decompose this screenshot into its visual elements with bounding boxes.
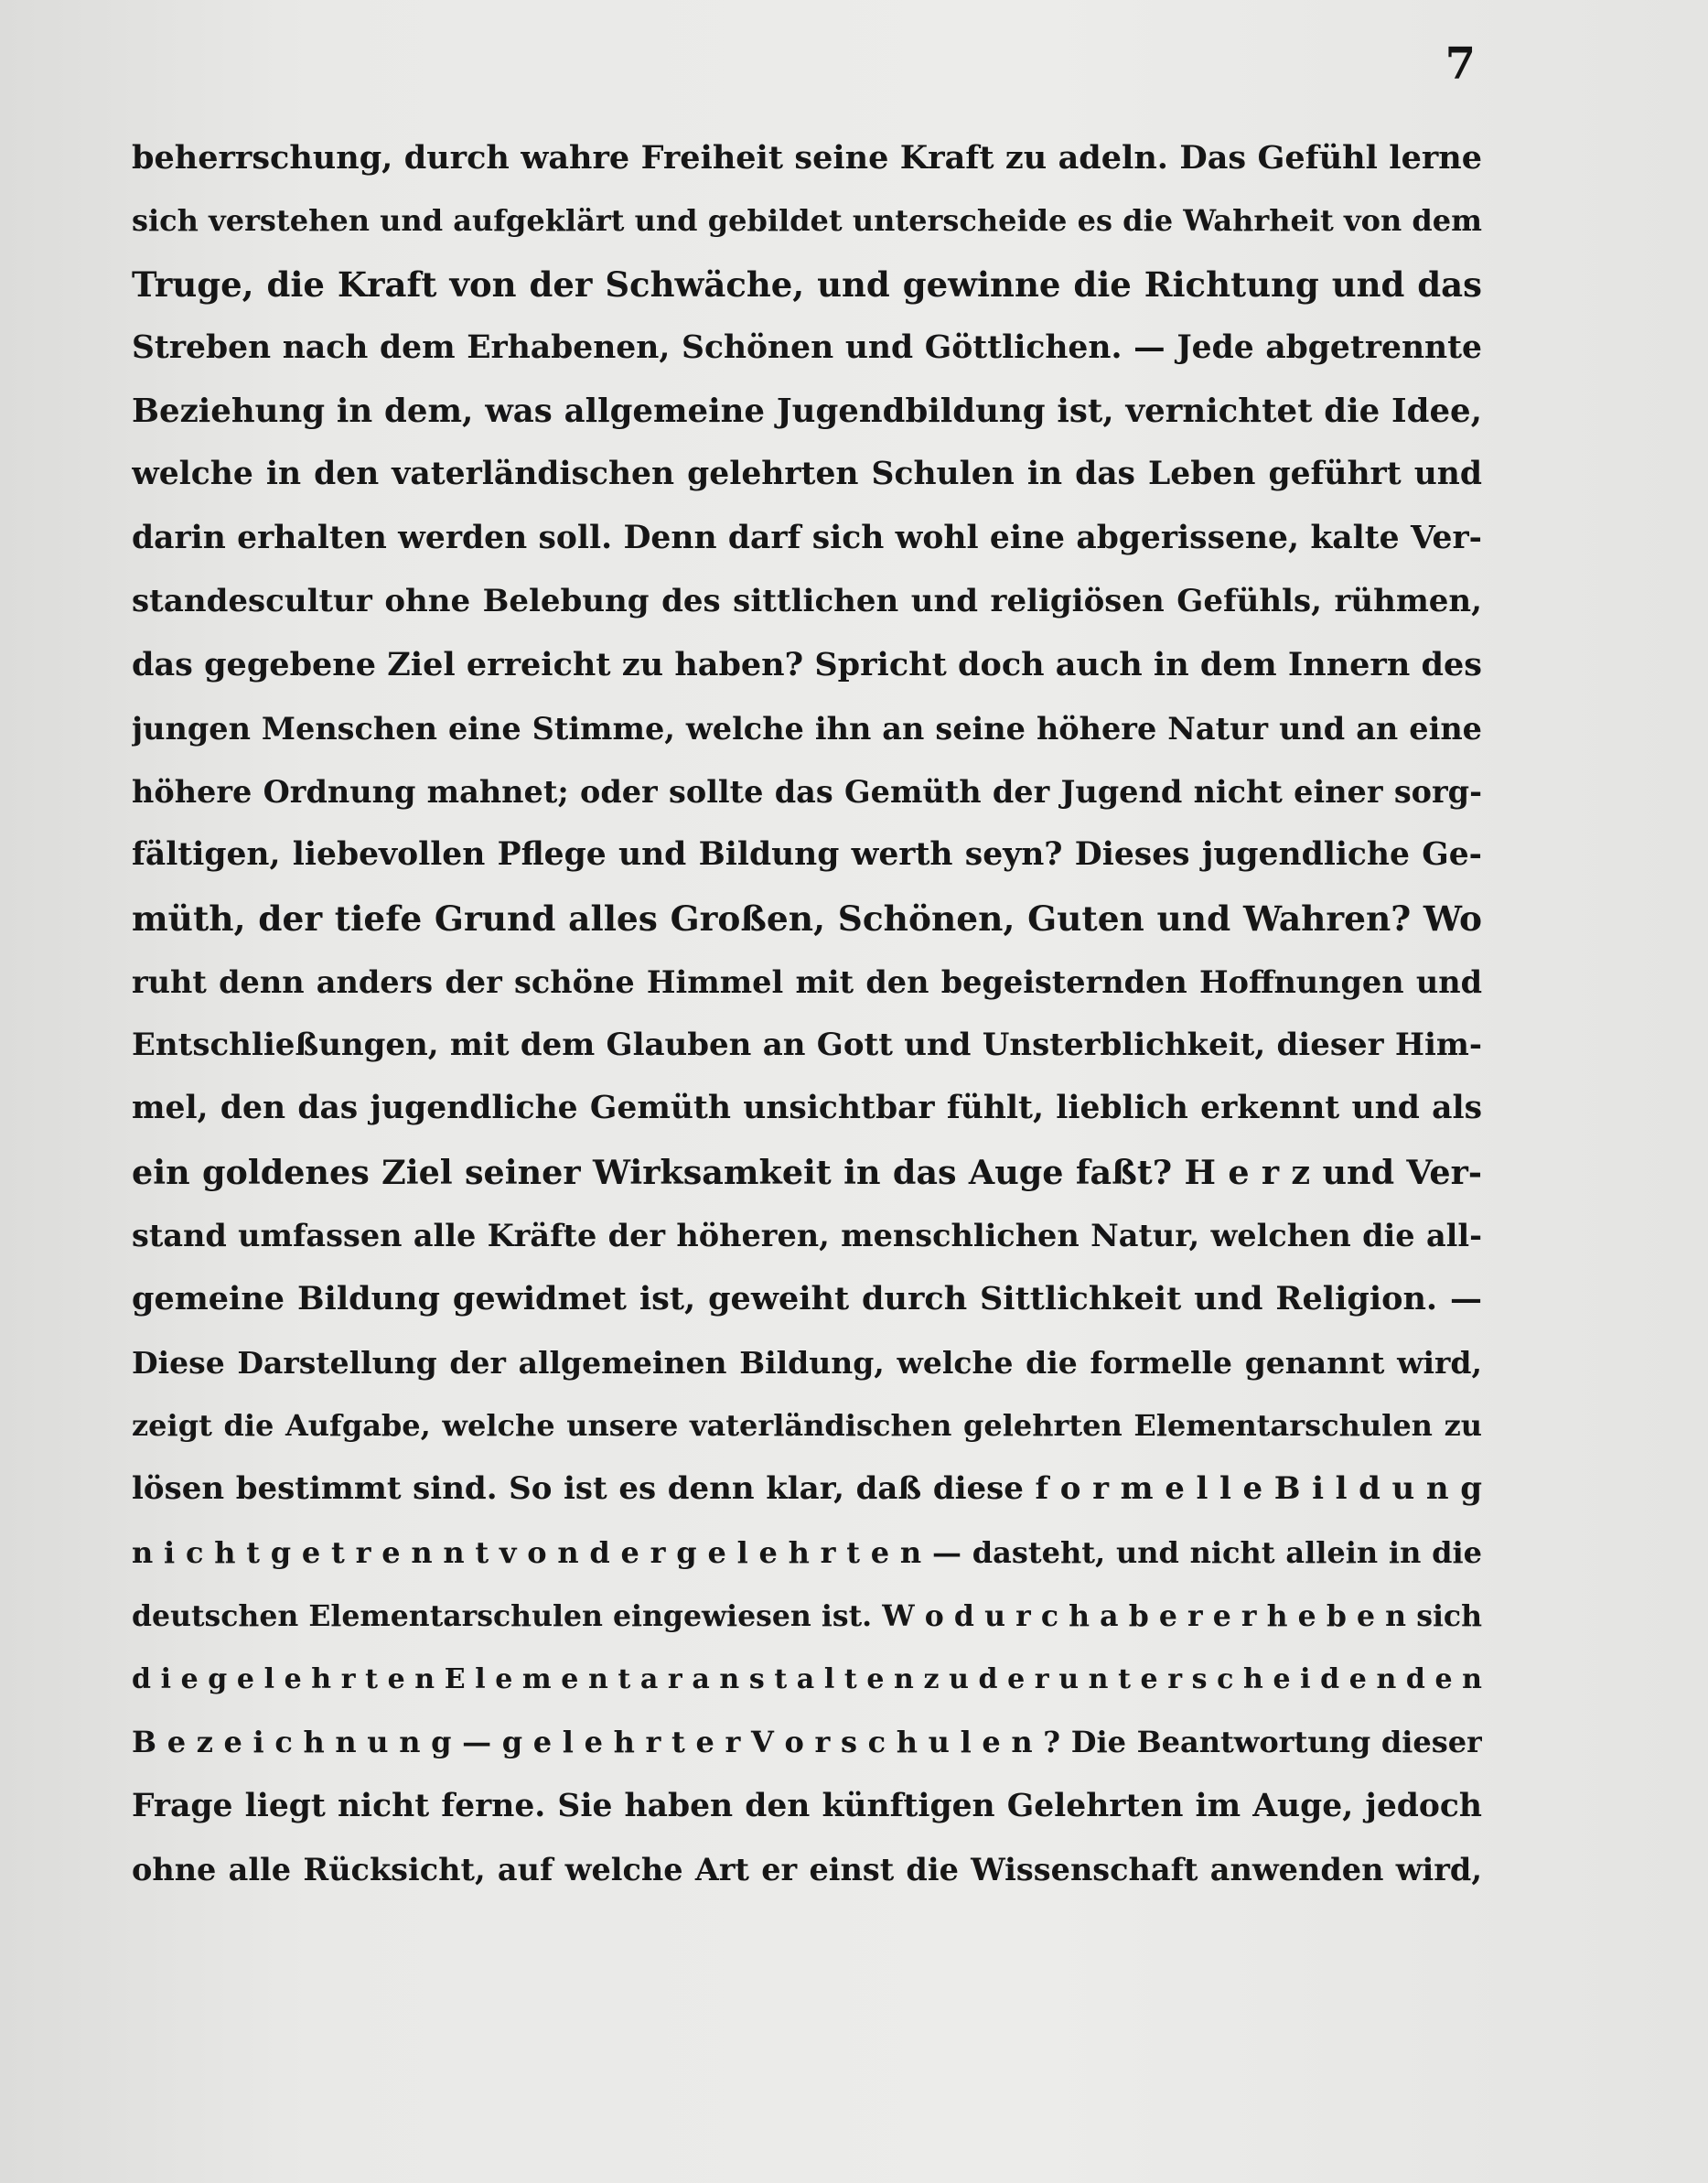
body-text (132, 126, 1482, 1901)
text-line: jungen Menschen eine Stimme, welche ihn an seine höhere Natur und an eine (132, 710, 1482, 747)
page-number: 7 (1445, 38, 1476, 90)
text-line: deutschen Elementarschulen eingewiesen ist. W o d u r c h a b e r e r h e b e n sich (132, 1598, 1482, 1633)
text-line: das gegebene Ziel erreicht zu haben? Spricht doch auch in dem Innern des (132, 646, 1482, 684)
text-line: höhere Ordnung mahnet; oder sollte das Gemüth der Jugend nicht einer sorg- (132, 773, 1482, 810)
text-line: standescultur ohne Belebung des sittlichen und religiösen Gefühls, rühmen, (132, 583, 1482, 620)
text-line: ein goldenes Ziel seiner Wirksamkeit in das Auge faßt? H e r z und Ver- (132, 1152, 1482, 1192)
text-line: mel, den das jugendliche Gemüth unsichtbar fühlt, lieblich erkennt und als (132, 1090, 1482, 1127)
text-line: ohne alle Rücksicht, auf welche Art er einst die Wissenschaft anwenden wird, (132, 1852, 1482, 1888)
text-line: Beziehung in dem, was allgemeine Jugendbildung ist, vernichtet die Idee, (132, 393, 1482, 431)
text-line: d i e g e l e h r t e n E l e m e n t a r a n s t a l t e n z u d e r u n t e r s c h e i d e n d e n (132, 1663, 1482, 1696)
text-line: Diese Darstellung der allgemeinen Bildung, welche die formelle genannt wird, (132, 1344, 1482, 1381)
text-line: lösen bestimmt sind. So ist es denn klar, daß diese f o r m e l l e B i l d u n g (132, 1470, 1482, 1508)
text-line: B e z e i c h n u n g — g e l e h r t e r V o r s c h u l e n ? Die Beantwortung dieser (132, 1725, 1482, 1760)
text-line: n i c h t g e t r e n n t v o n d e r g e l e h r t e n — dasteht, und nicht allein in die (132, 1534, 1482, 1570)
text-line: fältigen, liebevollen Pflege und Bildung werth seyn? Dieses jugendliche Ge- (132, 836, 1482, 874)
text-line: Frage liegt nicht ferne. Sie haben den künftigen Gelehrten im Auge, jedoch (132, 1787, 1482, 1824)
text-line: zeigt die Aufgabe, welche unsere vaterländischen gelehrten Elementarschulen zu (132, 1407, 1482, 1443)
text-line: gemeine Bildung gewidmet ist, geweiht durch Sittlichkeit und Religion. — (132, 1280, 1482, 1318)
text-line: sich verstehen und aufgeklärt und gebildet unterscheide es die Wahrheit von dem (132, 203, 1482, 239)
text-line: beherrschung, durch wahre Freiheit seine Kraft zu adeln. Das Gefühl lerne (132, 139, 1482, 177)
text-line: stand umfassen alle Kräfte der höheren, menschlichen Natur, welchen die all- (132, 1218, 1482, 1254)
text-line: darin erhalten werden soll. Denn darf sich wohl eine abgerissene, kalte Ver- (132, 519, 1482, 556)
text-line: ruht denn anders der schöne Himmel mit den begeisternden Hoffnungen und (132, 963, 1482, 1000)
text-line: Entschließungen, mit dem Glauben an Gott und Unsterblichkeit, dieser Him- (132, 1027, 1482, 1064)
text-line: müth, der tiefe Grund alles Großen, Schönen, Guten und Wahren? Wo (132, 898, 1482, 939)
text-line: Streben nach dem Erhabenen, Schönen und Göttlichen. — Jede abgetrennte (132, 328, 1482, 366)
text-line: Truge, die Kraft von der Schwäche, und gewinne die Richtung und das (132, 263, 1482, 305)
text-line: welche in den vaterländischen gelehrten Schulen in das Leben geführt und (132, 456, 1482, 493)
